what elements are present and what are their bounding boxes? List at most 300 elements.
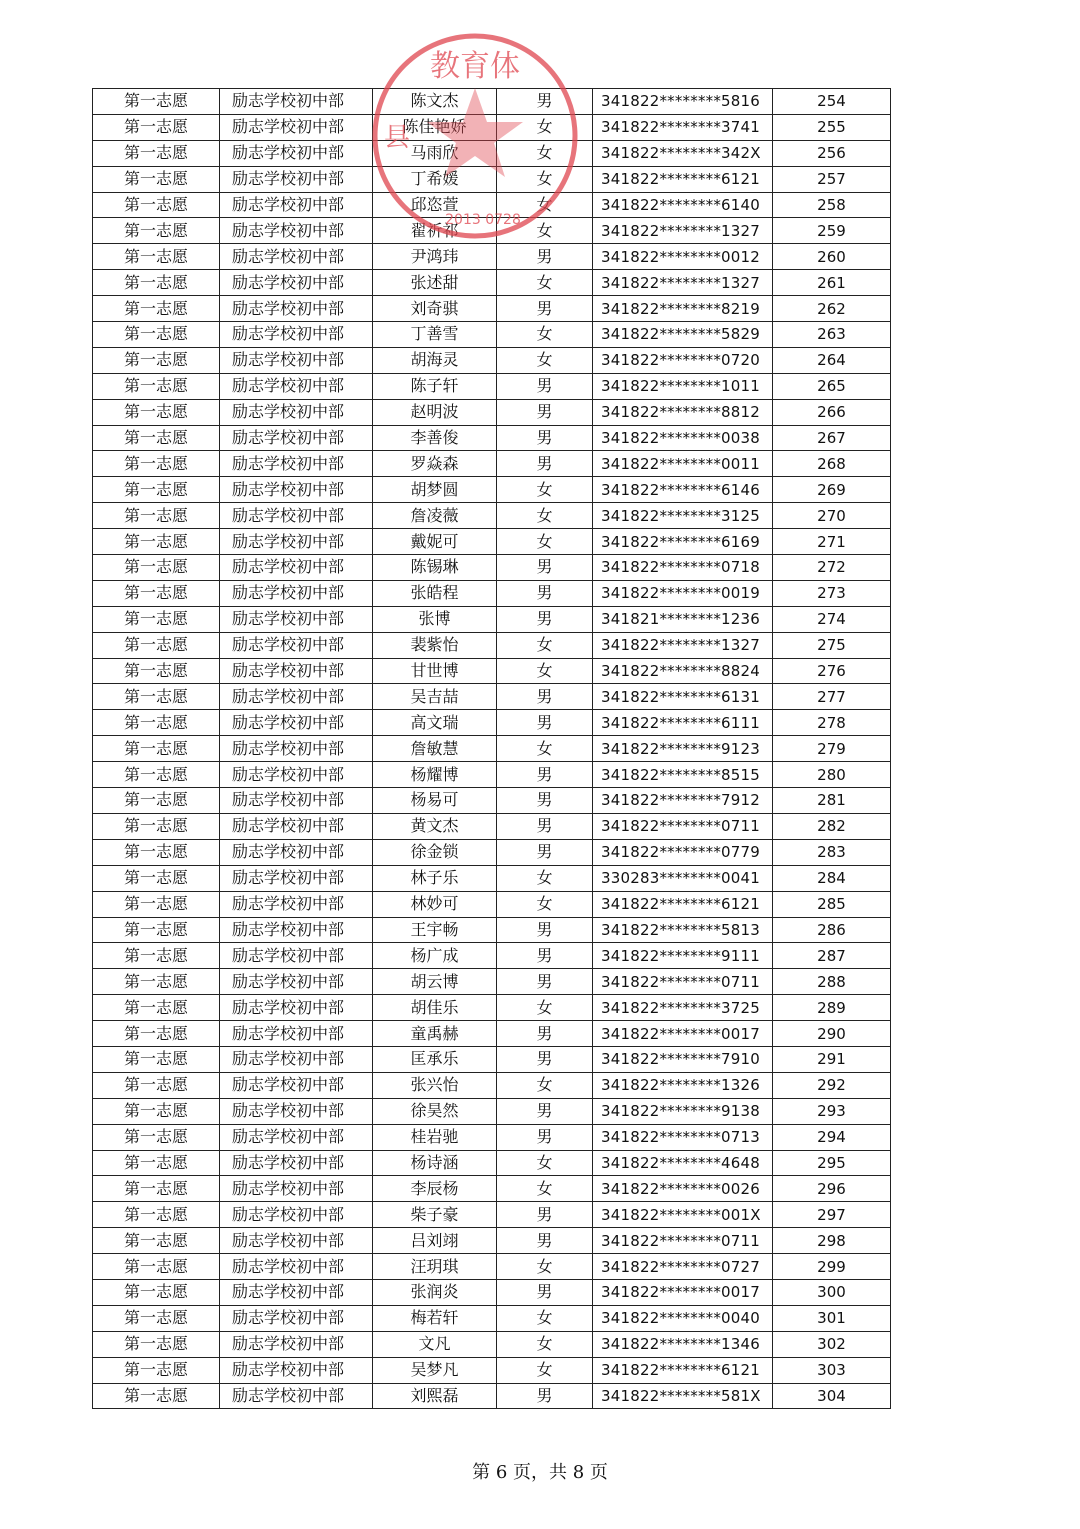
id-number-cell: 341822********8515: [593, 762, 773, 788]
seq-number-cell: 296: [773, 1176, 891, 1202]
school-cell: 励志学校初中部: [220, 788, 373, 814]
table-row: [93, 192, 891, 218]
school-cell: 励志学校初中部: [220, 114, 373, 140]
id-number-cell: 341822********6121: [593, 1357, 773, 1383]
seq-number-cell: 268: [773, 451, 891, 477]
id-number-cell: 341822********8812: [593, 399, 773, 425]
seq-number-cell: 304: [773, 1383, 891, 1409]
table-row: [93, 1383, 891, 1409]
choice-cell: 第一志愿: [93, 114, 220, 140]
choice-cell: 第一志愿: [93, 762, 220, 788]
seq-number-cell: 258: [773, 192, 891, 218]
seq-number-cell: 299: [773, 1254, 891, 1280]
id-number-cell: 341822********0711: [593, 813, 773, 839]
student-table: [92, 88, 891, 1409]
table-row: [93, 114, 891, 140]
choice-cell: 第一志愿: [93, 684, 220, 710]
choice-cell: 第一志愿: [93, 943, 220, 969]
name-cell: 桂岩驰: [373, 1124, 497, 1150]
school-cell: 励志学校初中部: [220, 322, 373, 348]
name-cell: 杨耀博: [373, 762, 497, 788]
gender-cell: 男: [497, 555, 593, 581]
school-cell: 励志学校初中部: [220, 451, 373, 477]
id-number-cell: 341822********3125: [593, 503, 773, 529]
name-cell: 刘奇骐: [373, 296, 497, 322]
name-cell: 张述甜: [373, 270, 497, 296]
seq-number-cell: 256: [773, 140, 891, 166]
seq-number-cell: 265: [773, 373, 891, 399]
seq-number-cell: 272: [773, 555, 891, 581]
school-cell: 励志学校初中部: [220, 1176, 373, 1202]
gender-cell: 男: [497, 969, 593, 995]
table-row: [93, 270, 891, 296]
choice-cell: 第一志愿: [93, 1331, 220, 1357]
choice-cell: 第一志愿: [93, 865, 220, 891]
choice-cell: 第一志愿: [93, 192, 220, 218]
school-cell: 励志学校初中部: [220, 296, 373, 322]
gender-cell: 女: [497, 891, 593, 917]
school-cell: 励志学校初中部: [220, 1383, 373, 1409]
school-cell: 励志学校初中部: [220, 684, 373, 710]
seq-number-cell: 271: [773, 529, 891, 555]
school-cell: 励志学校初中部: [220, 1124, 373, 1150]
table-row: [93, 891, 891, 917]
choice-cell: 第一志愿: [93, 606, 220, 632]
id-number-cell: 341822********8219: [593, 296, 773, 322]
name-cell: 柴子豪: [373, 1202, 497, 1228]
name-cell: 胡云博: [373, 969, 497, 995]
table-row: [93, 1176, 891, 1202]
id-number-cell: 341822********5829: [593, 322, 773, 348]
table-row: [93, 736, 891, 762]
choice-cell: 第一志愿: [93, 166, 220, 192]
table-row: [93, 865, 891, 891]
id-number-cell: 341822********6121: [593, 166, 773, 192]
gender-cell: 女: [497, 166, 593, 192]
school-cell: 励志学校初中部: [220, 1228, 373, 1254]
seq-number-cell: 263: [773, 322, 891, 348]
seal-text-left: 县: [383, 123, 411, 153]
id-number-cell: 341822********0718: [593, 555, 773, 581]
seq-number-cell: 274: [773, 606, 891, 632]
name-cell: 吕刘翊: [373, 1228, 497, 1254]
school-cell: 励志学校初中部: [220, 917, 373, 943]
school-cell: 励志学校初中部: [220, 762, 373, 788]
table-row: [93, 839, 891, 865]
name-cell: 胡佳乐: [373, 995, 497, 1021]
table-row: [93, 1254, 891, 1280]
school-cell: 励志学校初中部: [220, 373, 373, 399]
school-cell: 励志学校初中部: [220, 477, 373, 503]
choice-cell: 第一志愿: [93, 270, 220, 296]
id-number-cell: 341822********6121: [593, 891, 773, 917]
id-number-cell: 341822********342X: [593, 140, 773, 166]
name-cell: 罗焱森: [373, 451, 497, 477]
school-cell: 励志学校初中部: [220, 839, 373, 865]
id-number-cell: 341822********7912: [593, 788, 773, 814]
table-row: [93, 399, 891, 425]
choice-cell: 第一志愿: [93, 580, 220, 606]
gender-cell: 男: [497, 943, 593, 969]
table-row: [93, 1098, 891, 1124]
gender-cell: 男: [497, 1021, 593, 1047]
gender-cell: 男: [497, 684, 593, 710]
school-cell: 励志学校初中部: [220, 529, 373, 555]
seq-number-cell: 261: [773, 270, 891, 296]
seq-number-cell: 257: [773, 166, 891, 192]
name-cell: 胡梦圆: [373, 477, 497, 503]
school-cell: 励志学校初中部: [220, 89, 373, 115]
id-number-cell: 341822********581X: [593, 1383, 773, 1409]
seq-number-cell: 293: [773, 1098, 891, 1124]
choice-cell: 第一志愿: [93, 451, 220, 477]
gender-cell: 女: [497, 1331, 593, 1357]
table-row: [93, 1202, 891, 1228]
choice-cell: 第一志愿: [93, 788, 220, 814]
school-cell: 励志学校初中部: [220, 218, 373, 244]
table-row: [93, 995, 891, 1021]
id-number-cell: 341822********0038: [593, 425, 773, 451]
table-row: [93, 1305, 891, 1331]
gender-cell: 男: [497, 399, 593, 425]
choice-cell: 第一志愿: [93, 1021, 220, 1047]
table-row: [93, 1072, 891, 1098]
choice-cell: 第一志愿: [93, 347, 220, 373]
table-row: [93, 322, 891, 348]
school-cell: 励志学校初中部: [220, 1098, 373, 1124]
gender-cell: 男: [497, 451, 593, 477]
name-cell: 胡海灵: [373, 347, 497, 373]
seq-number-cell: 262: [773, 296, 891, 322]
seq-number-cell: 255: [773, 114, 891, 140]
name-cell: 张兴怡: [373, 1072, 497, 1098]
school-cell: 励志学校初中部: [220, 580, 373, 606]
seq-number-cell: 277: [773, 684, 891, 710]
seq-number-cell: 260: [773, 244, 891, 270]
choice-cell: 第一志愿: [93, 891, 220, 917]
name-cell: 翟祈祁: [373, 218, 497, 244]
school-cell: 励志学校初中部: [220, 399, 373, 425]
seq-number-cell: 282: [773, 813, 891, 839]
id-number-cell: 341822********1346: [593, 1331, 773, 1357]
school-cell: 励志学校初中部: [220, 891, 373, 917]
id-number-cell: 341822********1011: [593, 373, 773, 399]
gender-cell: 女: [497, 865, 593, 891]
table-row: [93, 166, 891, 192]
name-cell: 林妙可: [373, 891, 497, 917]
gender-cell: 男: [497, 1279, 593, 1305]
id-number-cell: 341822********0017: [593, 1279, 773, 1305]
table-row: [93, 762, 891, 788]
choice-cell: 第一志愿: [93, 839, 220, 865]
gender-cell: 女: [497, 1305, 593, 1331]
table-row: [93, 580, 891, 606]
choice-cell: 第一志愿: [93, 1176, 220, 1202]
name-cell: 王宇畅: [373, 917, 497, 943]
choice-cell: 第一志愿: [93, 1150, 220, 1176]
gender-cell: 男: [497, 296, 593, 322]
name-cell: 甘世博: [373, 658, 497, 684]
choice-cell: 第一志愿: [93, 373, 220, 399]
school-cell: 励志学校初中部: [220, 606, 373, 632]
id-number-cell: 341822********1327: [593, 218, 773, 244]
school-cell: 励志学校初中部: [220, 865, 373, 891]
seq-number-cell: 298: [773, 1228, 891, 1254]
gender-cell: 女: [497, 736, 593, 762]
id-number-cell: 341822********0019: [593, 580, 773, 606]
table-row: [93, 218, 891, 244]
table-row: [93, 710, 891, 736]
id-number-cell: 341822********0727: [593, 1254, 773, 1280]
gender-cell: 女: [497, 218, 593, 244]
id-number-cell: 341822********0026: [593, 1176, 773, 1202]
name-cell: 丁善雪: [373, 322, 497, 348]
gender-cell: 男: [497, 580, 593, 606]
gender-cell: 男: [497, 425, 593, 451]
name-cell: 詹敏慧: [373, 736, 497, 762]
seq-number-cell: 275: [773, 632, 891, 658]
name-cell: 杨广成: [373, 943, 497, 969]
school-cell: 励志学校初中部: [220, 1202, 373, 1228]
school-cell: 励志学校初中部: [220, 1021, 373, 1047]
table-row: [93, 140, 891, 166]
name-cell: 李辰杨: [373, 1176, 497, 1202]
table-row: [93, 529, 891, 555]
name-cell: 文凡: [373, 1331, 497, 1357]
id-number-cell: 341822********5816: [593, 89, 773, 115]
page-number: 第 6 页，共 8 页: [472, 1462, 608, 1483]
gender-cell: 女: [497, 192, 593, 218]
table-row: [93, 503, 891, 529]
seq-number-cell: 286: [773, 917, 891, 943]
seq-number-cell: 287: [773, 943, 891, 969]
table-row: [93, 1124, 891, 1150]
school-cell: 励志学校初中部: [220, 1279, 373, 1305]
seq-number-cell: 266: [773, 399, 891, 425]
gender-cell: 女: [497, 477, 593, 503]
seq-number-cell: 270: [773, 503, 891, 529]
seq-number-cell: 254: [773, 89, 891, 115]
gender-cell: 女: [497, 1254, 593, 1280]
id-number-cell: 341822********7910: [593, 1046, 773, 1072]
school-cell: 励志学校初中部: [220, 658, 373, 684]
school-cell: 励志学校初中部: [220, 736, 373, 762]
name-cell: 戴妮可: [373, 529, 497, 555]
table-row: [93, 244, 891, 270]
school-cell: 励志学校初中部: [220, 1072, 373, 1098]
gender-cell: 女: [497, 658, 593, 684]
table-row: [93, 943, 891, 969]
seq-number-cell: 284: [773, 865, 891, 891]
school-cell: 励志学校初中部: [220, 632, 373, 658]
seq-number-cell: 259: [773, 218, 891, 244]
id-number-cell: 341821********1236: [593, 606, 773, 632]
seq-number-cell: 267: [773, 425, 891, 451]
school-cell: 励志学校初中部: [220, 140, 373, 166]
id-number-cell: 341822********0012: [593, 244, 773, 270]
choice-cell: 第一志愿: [93, 1383, 220, 1409]
choice-cell: 第一志愿: [93, 89, 220, 115]
name-cell: 陈子轩: [373, 373, 497, 399]
school-cell: 励志学校初中部: [220, 943, 373, 969]
choice-cell: 第一志愿: [93, 218, 220, 244]
school-cell: 励志学校初中部: [220, 1305, 373, 1331]
table-row: [93, 347, 891, 373]
table-row: [93, 1279, 891, 1305]
table-row: [93, 373, 891, 399]
gender-cell: 男: [497, 1228, 593, 1254]
table-body: [93, 89, 891, 1409]
name-cell: 陈佳艳娇: [373, 114, 497, 140]
school-cell: 励志学校初中部: [220, 1331, 373, 1357]
table-row: [93, 1021, 891, 1047]
id-number-cell: 341822********6140: [593, 192, 773, 218]
school-cell: 励志学校初中部: [220, 425, 373, 451]
choice-cell: 第一志愿: [93, 1202, 220, 1228]
id-number-cell: 341822********6146: [593, 477, 773, 503]
seq-number-cell: 297: [773, 1202, 891, 1228]
choice-cell: 第一志愿: [93, 1124, 220, 1150]
seq-number-cell: 294: [773, 1124, 891, 1150]
table-row: [93, 1228, 891, 1254]
id-number-cell: 341822********001X: [593, 1202, 773, 1228]
choice-cell: 第一志愿: [93, 399, 220, 425]
table-row: [93, 296, 891, 322]
id-number-cell: 341822********9138: [593, 1098, 773, 1124]
name-cell: 邱恣萱: [373, 192, 497, 218]
name-cell: 黄文杰: [373, 813, 497, 839]
id-number-cell: 341822********0711: [593, 1228, 773, 1254]
id-number-cell: 341822********9123: [593, 736, 773, 762]
choice-cell: 第一志愿: [93, 322, 220, 348]
choice-cell: 第一志愿: [93, 1046, 220, 1072]
name-cell: 汪玥琪: [373, 1254, 497, 1280]
seq-number-cell: 269: [773, 477, 891, 503]
school-cell: 励志学校初中部: [220, 813, 373, 839]
seq-number-cell: 291: [773, 1046, 891, 1072]
choice-cell: 第一志愿: [93, 555, 220, 581]
name-cell: 丁希媛: [373, 166, 497, 192]
name-cell: 杨诗涵: [373, 1150, 497, 1176]
gender-cell: 女: [497, 529, 593, 555]
seq-number-cell: 290: [773, 1021, 891, 1047]
id-number-cell: 341822********0711: [593, 969, 773, 995]
gender-cell: 男: [497, 788, 593, 814]
choice-cell: 第一志愿: [93, 1357, 220, 1383]
seq-number-cell: 303: [773, 1357, 891, 1383]
choice-cell: 第一志愿: [93, 658, 220, 684]
choice-cell: 第一志愿: [93, 425, 220, 451]
id-number-cell: 341822********3741: [593, 114, 773, 140]
seq-number-cell: 285: [773, 891, 891, 917]
id-number-cell: 341822********3725: [593, 995, 773, 1021]
choice-cell: 第一志愿: [93, 503, 220, 529]
school-cell: 励志学校初中部: [220, 1357, 373, 1383]
seq-number-cell: 292: [773, 1072, 891, 1098]
gender-cell: 男: [497, 1383, 593, 1409]
school-cell: 励志学校初中部: [220, 192, 373, 218]
name-cell: 陈文杰: [373, 89, 497, 115]
name-cell: 尹鸿玮: [373, 244, 497, 270]
seq-number-cell: 295: [773, 1150, 891, 1176]
id-number-cell: 341822********0713: [593, 1124, 773, 1150]
gender-cell: 男: [497, 244, 593, 270]
name-cell: 童禹赫: [373, 1021, 497, 1047]
seq-number-cell: 289: [773, 995, 891, 1021]
choice-cell: 第一志愿: [93, 1254, 220, 1280]
name-cell: 林子乐: [373, 865, 497, 891]
choice-cell: 第一志愿: [93, 1098, 220, 1124]
name-cell: 李善俊: [373, 425, 497, 451]
choice-cell: 第一志愿: [93, 917, 220, 943]
table-row: [93, 969, 891, 995]
table-row: [93, 451, 891, 477]
id-number-cell: 341822********5813: [593, 917, 773, 943]
seal-date: 2013 0728: [445, 212, 521, 228]
name-cell: 赵明波: [373, 399, 497, 425]
seal-text-top: 教育体: [430, 49, 520, 84]
name-cell: 吴梦凡: [373, 1357, 497, 1383]
id-number-cell: 341822********0017: [593, 1021, 773, 1047]
table-row: [93, 555, 891, 581]
choice-cell: 第一志愿: [93, 1228, 220, 1254]
name-cell: 马雨欣: [373, 140, 497, 166]
table-row: [93, 1046, 891, 1072]
choice-cell: 第一志愿: [93, 529, 220, 555]
name-cell: 裴紫怡: [373, 632, 497, 658]
id-number-cell: 341822********6169: [593, 529, 773, 555]
seq-number-cell: 281: [773, 788, 891, 814]
gender-cell: 女: [497, 632, 593, 658]
school-cell: 励志学校初中部: [220, 969, 373, 995]
seq-number-cell: 288: [773, 969, 891, 995]
table-row: [93, 1150, 891, 1176]
id-number-cell: 341822********6131: [593, 684, 773, 710]
choice-cell: 第一志愿: [93, 813, 220, 839]
id-number-cell: 330283********0041: [593, 865, 773, 891]
name-cell: 徐金锁: [373, 839, 497, 865]
name-cell: 詹凌薇: [373, 503, 497, 529]
name-cell: 徐昊然: [373, 1098, 497, 1124]
seq-number-cell: 273: [773, 580, 891, 606]
table-row: [93, 1331, 891, 1357]
school-cell: 励志学校初中部: [220, 347, 373, 373]
gender-cell: 男: [497, 917, 593, 943]
choice-cell: 第一志愿: [93, 632, 220, 658]
seq-number-cell: 283: [773, 839, 891, 865]
choice-cell: 第一志愿: [93, 1072, 220, 1098]
gender-cell: 女: [497, 114, 593, 140]
id-number-cell: 341822********8824: [593, 658, 773, 684]
school-cell: 励志学校初中部: [220, 710, 373, 736]
gender-cell: 女: [497, 140, 593, 166]
school-cell: 励志学校初中部: [220, 270, 373, 296]
table-row: [93, 684, 891, 710]
gender-cell: 男: [497, 1124, 593, 1150]
choice-cell: 第一志愿: [93, 1305, 220, 1331]
gender-cell: 男: [497, 762, 593, 788]
seq-number-cell: 278: [773, 710, 891, 736]
seq-number-cell: 301: [773, 1305, 891, 1331]
gender-cell: 男: [497, 1202, 593, 1228]
gender-cell: 男: [497, 89, 593, 115]
school-cell: 励志学校初中部: [220, 166, 373, 192]
name-cell: 匡承乐: [373, 1046, 497, 1072]
seq-number-cell: 300: [773, 1279, 891, 1305]
table-row: [93, 917, 891, 943]
table-row: [93, 632, 891, 658]
school-cell: 励志学校初中部: [220, 1254, 373, 1280]
